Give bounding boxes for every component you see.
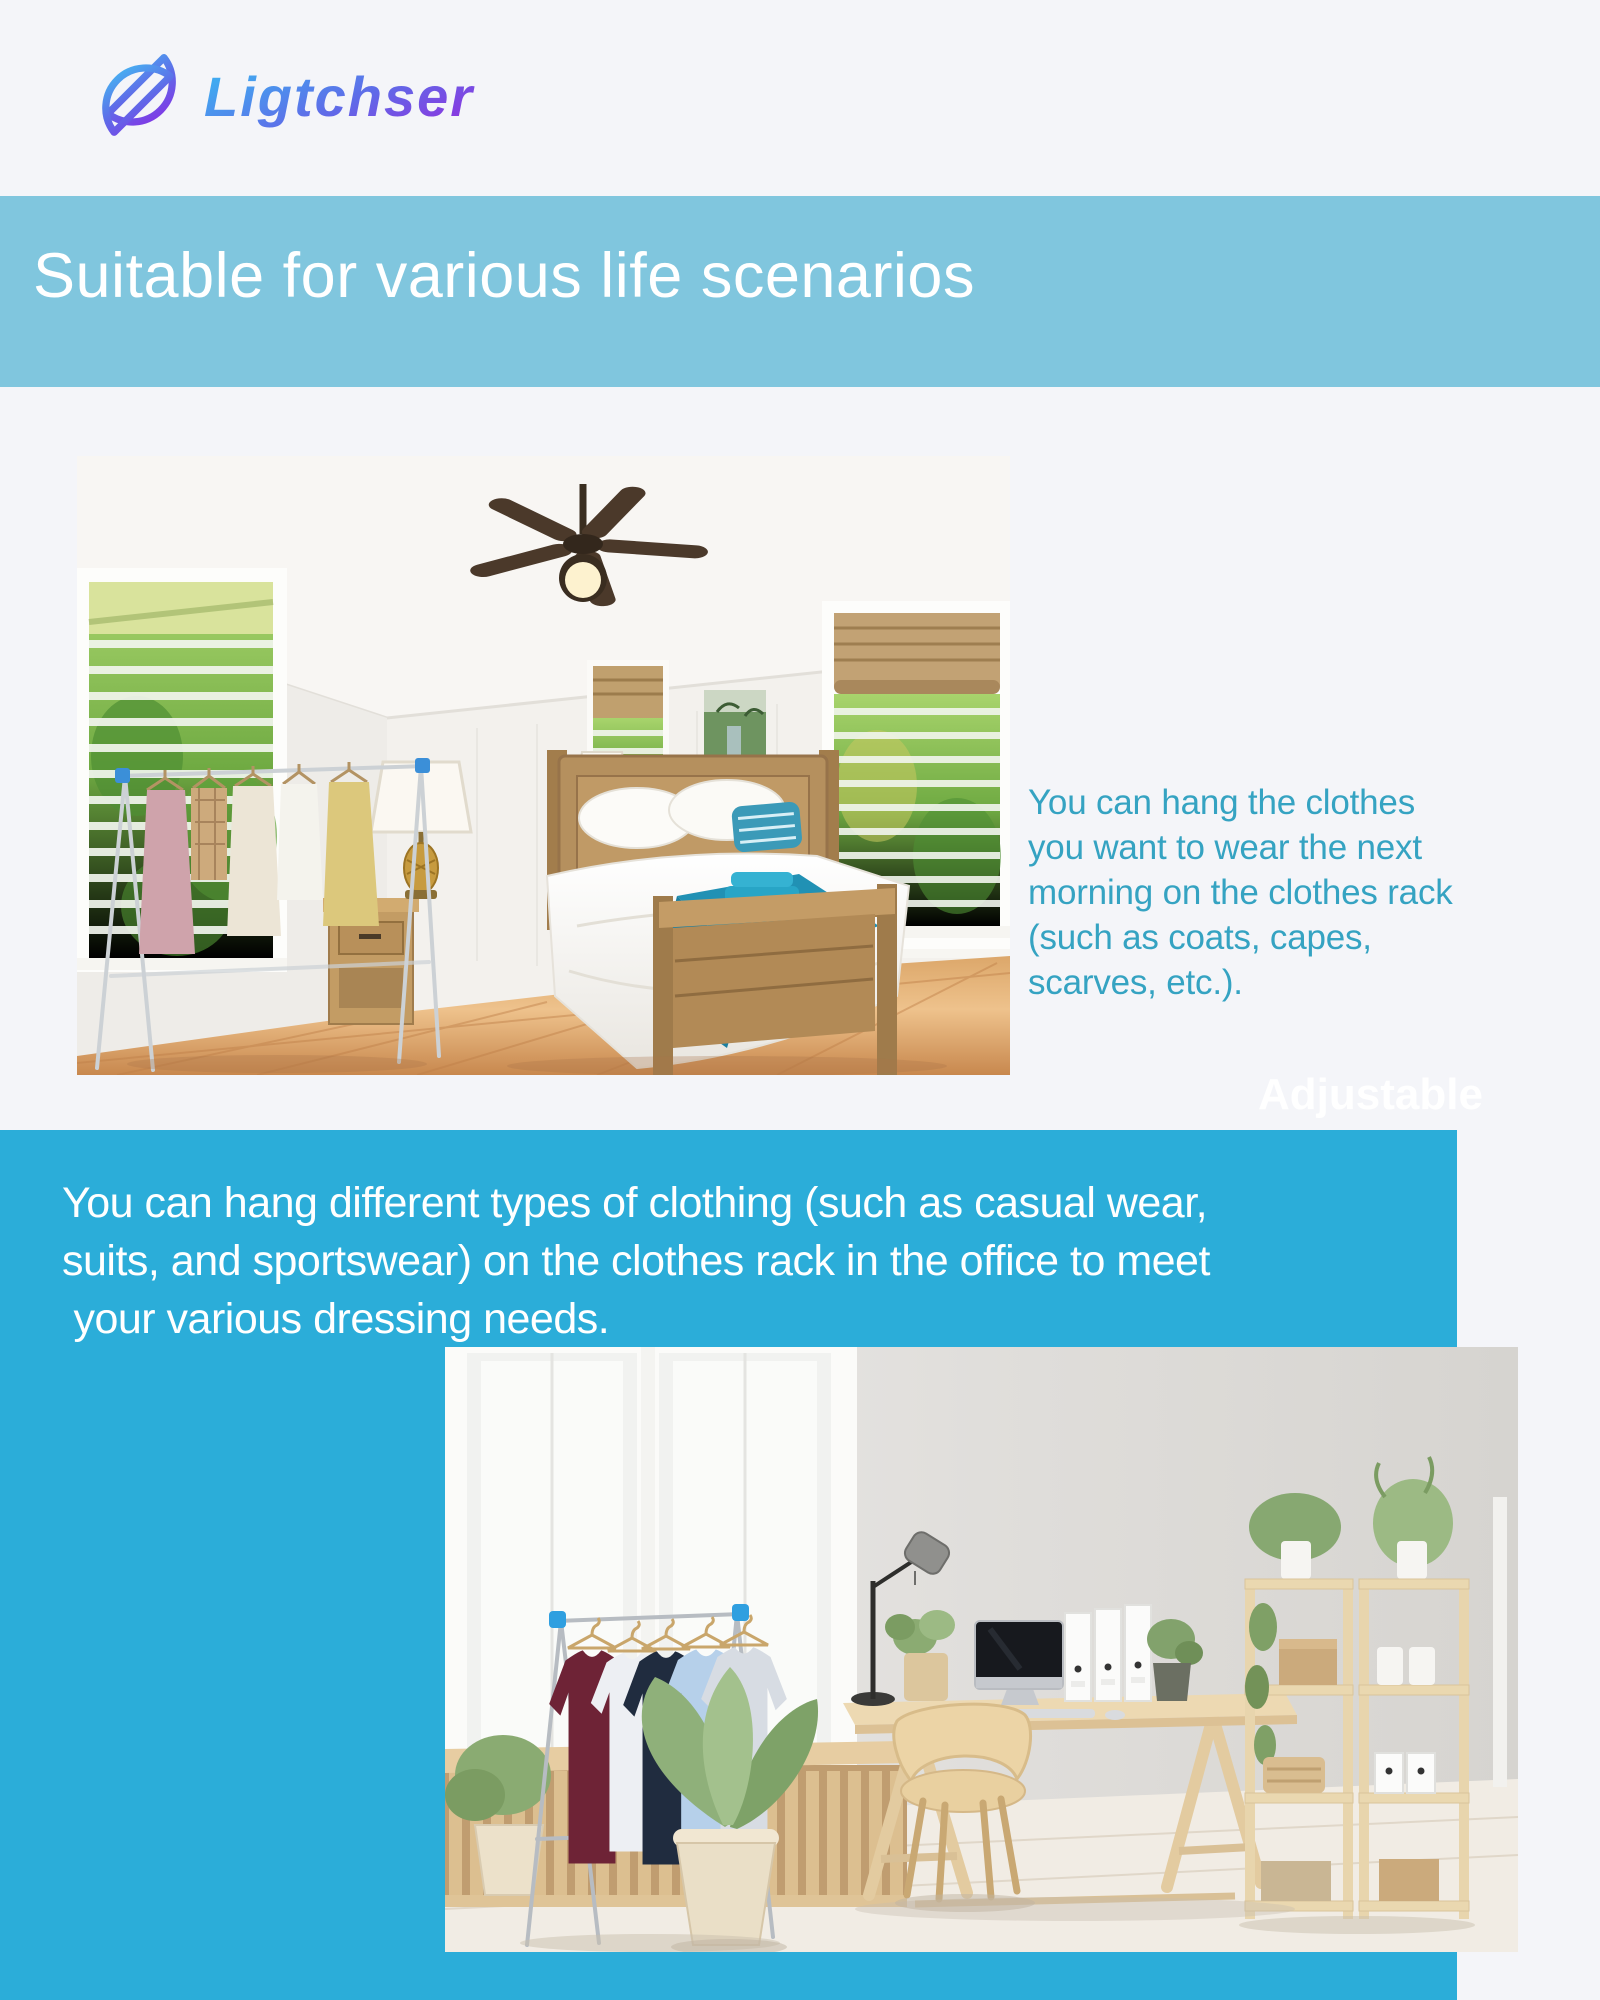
adjustable-watermark: Adjustable xyxy=(1258,1070,1483,1119)
rack-connector xyxy=(549,1611,566,1628)
office-text-line: suits, and sportswear) on the clothes rack in the office to meet xyxy=(62,1237,1210,1285)
brand-logo-icon xyxy=(86,40,190,152)
office-text-line: your various dressing needs. xyxy=(62,1295,610,1343)
header xyxy=(86,40,482,152)
brand-name: Ligtchser xyxy=(204,64,482,129)
caption-line: morning on the clothes rack xyxy=(1028,873,1453,912)
hero-banner xyxy=(0,196,1600,387)
plaid-top xyxy=(191,788,227,880)
office-section-text xyxy=(62,1174,1210,1348)
office-text-line: You can hang different types of clothing (such as casual wear, xyxy=(62,1179,1208,1227)
file-boxes xyxy=(1065,1605,1151,1701)
bedroom-caption xyxy=(1028,780,1588,1005)
bedroom-photo xyxy=(77,456,1010,1075)
white-shirt xyxy=(277,784,323,900)
hero-title: Suitable for various life scenarios xyxy=(33,241,975,311)
office-photo xyxy=(445,1347,1518,1952)
cream-cardigan xyxy=(227,786,281,936)
caption-line: you want to wear the next xyxy=(1028,828,1422,867)
caption-line: (such as coats, capes, xyxy=(1028,918,1372,957)
caption-line: You can hang the clothes xyxy=(1028,783,1416,822)
mouse xyxy=(1105,1710,1125,1720)
caption-line: scarves, etc.). xyxy=(1028,963,1243,1002)
rack-connector xyxy=(732,1604,749,1621)
